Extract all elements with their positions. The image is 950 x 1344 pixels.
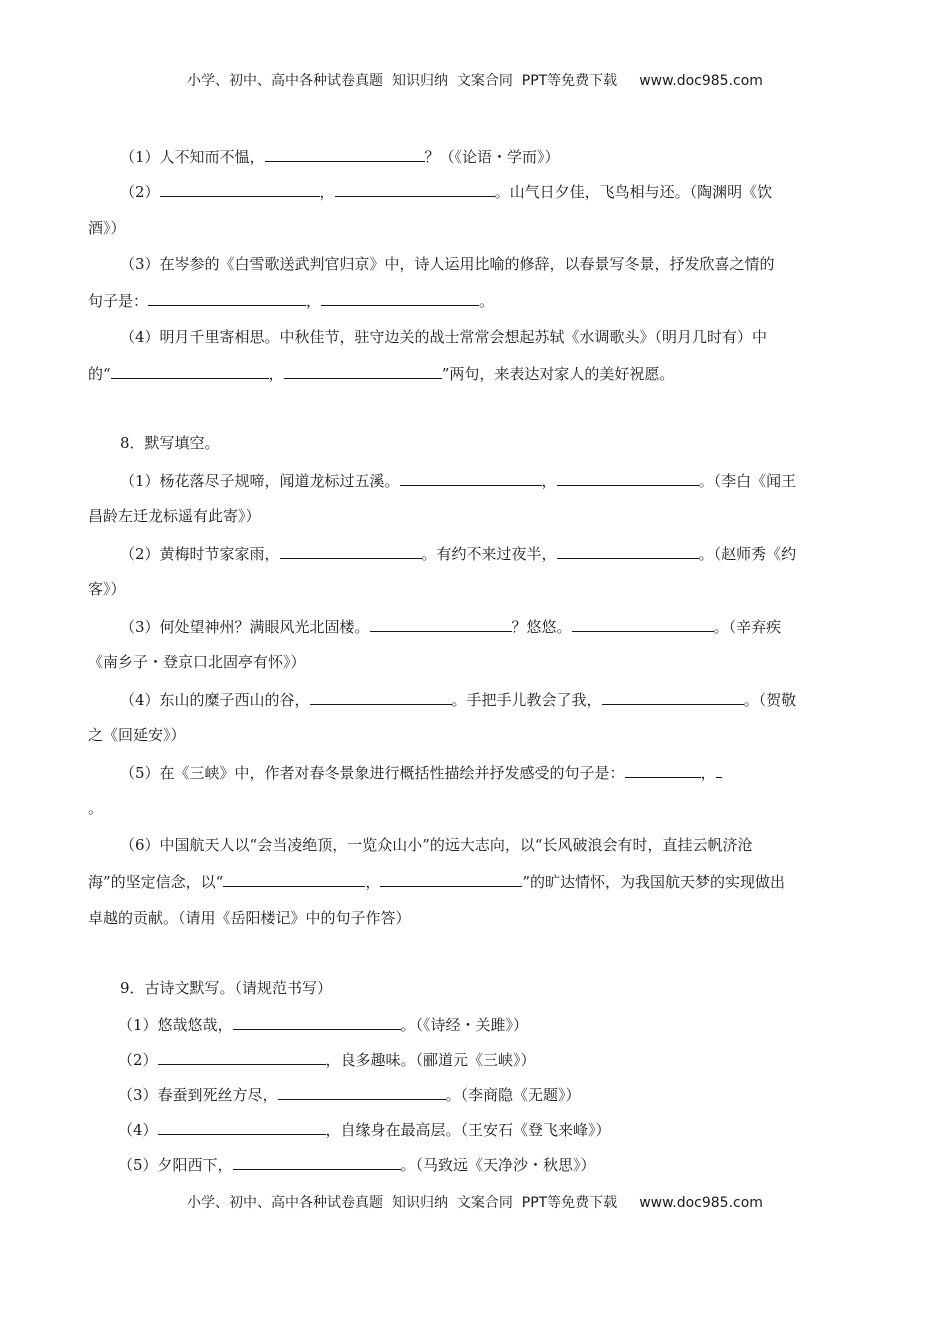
q7-item-3-cont: 句子是： ， 。 xyxy=(88,289,494,312)
answer-blank[interactable] xyxy=(158,1118,326,1135)
answer-blank[interactable] xyxy=(716,761,722,778)
q7-item-1: （1）人不知而不愠， ？（《论语・学而》） xyxy=(120,145,560,168)
answer-blank[interactable] xyxy=(400,469,542,486)
answer-blank[interactable] xyxy=(111,362,269,379)
answer-blank[interactable] xyxy=(335,180,495,197)
page-footer xyxy=(0,1192,950,1212)
q8-item-6-cont2: 卓越的贡献。（请用《岳阳楼记》中的句子作答） xyxy=(88,909,411,927)
q7-item-3: （3）在岑参的《白雪歌送武判官归京》中，诗人运用比喻的修辞，以春景写冬景，抒发欣喜之情的 xyxy=(120,255,775,273)
answer-blank[interactable] xyxy=(625,761,701,778)
answer-blank[interactable] xyxy=(223,870,365,887)
answer-blank[interactable] xyxy=(265,145,425,162)
footer-url: www.doc985.com xyxy=(639,1195,763,1211)
answer-blank[interactable] xyxy=(572,615,714,632)
footer-text: 小学、初中、高中各种试卷真题 知识归纳 文案合同 PPT等免费下载 xyxy=(187,1195,618,1211)
answer-blank[interactable] xyxy=(321,289,479,306)
q8-item-6: （6）中国航天人以“会当凌绝顶，一览众山小”的远大志向，以“长风破浪会有时，直挂云帆济沧 xyxy=(120,836,753,854)
header-text: 小学、初中、高中各种试卷真题 知识归纳 文案合同 PPT等免费下载 xyxy=(187,73,618,89)
q7-item-2: （2） ， 。山气日夕佳，飞鸟相与还。（陶渊明《饮 xyxy=(120,180,772,203)
answer-blank[interactable] xyxy=(148,289,306,306)
q7-item-4: （4）明月千里寄相思。中秋佳节，驻守边关的战士常常会想起苏轼《水调歌头》（明月几时有）中 xyxy=(120,328,768,346)
answer-blank[interactable] xyxy=(602,688,744,705)
answer-blank[interactable] xyxy=(233,1153,401,1170)
answer-blank[interactable] xyxy=(557,469,699,486)
answer-blank[interactable] xyxy=(280,542,422,559)
q8-title: 8．默写填空。 xyxy=(120,434,220,452)
answer-blank[interactable] xyxy=(557,542,699,559)
q8-item-2: （2）黄梅时节家家雨， 。有约不来过夜半， 。（赵师秀《约 xyxy=(120,542,796,565)
answer-blank[interactable] xyxy=(310,688,452,705)
q8-item-5-cont: 。 xyxy=(88,799,104,817)
page-header xyxy=(0,70,950,90)
q9-item-5: （5）夕阳西下， 。（马致远《天净沙・秋思》） xyxy=(118,1153,596,1176)
q8-item-1-cont: 昌龄左迁龙标遥有此寄》） xyxy=(88,507,261,525)
answer-blank[interactable] xyxy=(278,1083,446,1100)
q9-item-1: （1）悠哉悠哉， 。（《诗经・关雎》） xyxy=(118,1013,528,1036)
q7-item-4-cont: 的“ ， ”两句，来表达对家人的美好祝愿。 xyxy=(88,362,674,385)
answer-blank[interactable] xyxy=(284,362,442,379)
q8-item-3-cont: 《南乡子・登京口北固亭有怀》） xyxy=(88,653,306,671)
q8-item-6-cont: 海”的坚定信念，以“ ， ”的旷达情怀，为我国航天梦的实现做出 xyxy=(88,870,785,893)
answer-blank[interactable] xyxy=(158,1048,326,1065)
q7-item-2-cont: 酒》） xyxy=(88,219,126,237)
q8-item-2-cont: 客》） xyxy=(88,580,126,598)
answer-blank[interactable] xyxy=(380,870,522,887)
q8-item-3: （3）何处望神州？满眼风光北固楼。 ？悠悠。 。（辛弃疾 xyxy=(120,615,781,638)
answer-blank[interactable] xyxy=(160,180,320,197)
q8-item-1: （1）杨花落尽子规啼，闻道龙标过五溪。 ， 。（李白《闻王 xyxy=(120,469,796,492)
q8-item-5: （5）在《三峡》中，作者对春冬景象进行概括性描绘并抒发感受的句子是： ， xyxy=(120,761,722,784)
q9-title: 9．古诗文默写。（请规范书写） xyxy=(120,979,333,997)
q9-item-4: （4） ，自缘身在最高层。（王安石《登飞来峰》） xyxy=(118,1118,611,1141)
q8-item-4: （4）东山的糜子西山的谷， 。手把手儿教会了我， 。（贺敬 xyxy=(120,688,796,711)
q8-item-4-cont: 之《回延安》） xyxy=(88,726,186,744)
answer-blank[interactable] xyxy=(370,615,512,632)
header-url: www.doc985.com xyxy=(639,73,763,89)
answer-blank[interactable] xyxy=(233,1013,401,1030)
q9-item-2: （2） ，良多趣味。（郦道元《三峡》） xyxy=(118,1048,536,1071)
q9-item-3: （3）春蚕到死丝方尽， 。（李商隐《无题》） xyxy=(118,1083,581,1106)
